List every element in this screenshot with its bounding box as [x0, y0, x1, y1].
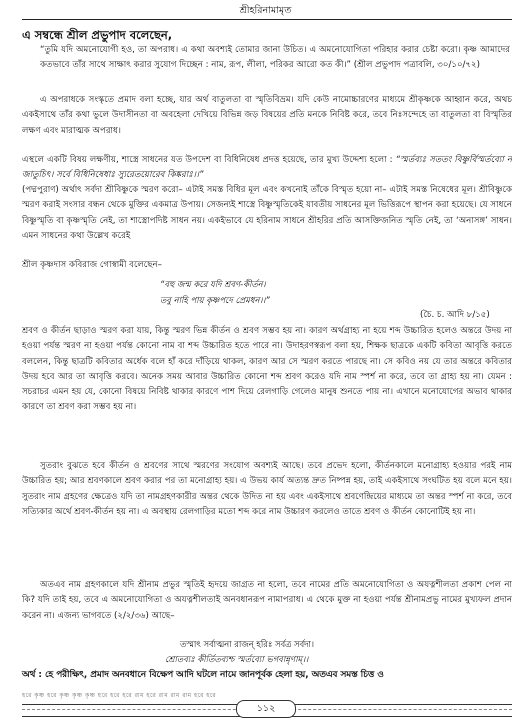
kaviraja-intro: শ্রীল কৃষ্ণদাস কবিরাজ গোস্বামী বলেছেন– [22, 260, 162, 270]
paragraph-sravana-kirtana: শ্রবণ ও কীর্তন ছাড়াও স্মরণ করা যায়, কিন্তু স্মরণ ভিন্ন কীর্তন ও শ্রবণ সম্ভব হয় না। কারণ অর্থগ্রাহ্য না হয়ে শব্দ উচ্চারিত হলেও অন্তরে উদয় না হওয়া পর্যন্ত স্মরণ না হওয়া পর্যন্ত কোনো নাম বা শব্দ উচ্চারিত হতে পারে না। উদাহরণস্বরূপ বলা হয়, শিক্ষক ছাত্রকে একটি কবিতা আবৃত্তি করতে বললেন, কিন্তু ছাত্রটি কবিতার অর্ধেক বলে হাঁ করে দাঁড়িয়ে থাকল, কারণ আর সে স্মরণ করতে পারছে না। সে কবিও নয় যে তার অন্তরে কবিতার উদয় হবে আর তা আবৃত্তি করবে। অনেক সময় আবার উচ্চারিত কোনো শব্দ শ্রবণ করেও যদি নাম স্পর্শ না করে, তবে তা গ্রাহ্য হয় না। যেমন : সচরাচর এমন হয় যে, কোনো বিষয়ে নিবিষ্ট থাকার কারণে পাশ দিয়ে রেলগাড়ি গেলেও মানুষ শুনতে পায় না। এখানে মনোযোগের অভাব থাকার কারণে তা শ্রবণ করা সম্ভব হয় না। [22, 326, 512, 413]
section-heading: এ সম্বন্ধে শ্রীল প্রভুপাদ বলেছেন, [22, 28, 173, 42]
padma-purana-verse: “স্মর্তব্যঃ সততং বিষ্ণুর্বিস্মর্তব্যো ন জাতুচিৎ। সর্বে বিধিনিষেধাঃ স্যুরেতয়োরেব কিঙ্করাঃ।।” [22, 155, 512, 181]
paragraph-smartavya [22, 153, 512, 183]
translation-line: অর্থ : হে পরীক্ষিৎ, প্রমাদ অনবধানে বিক্ষেপ আদি ঘটলে নামে জানপূর্বক হেলা হয়, অতএব সমস্ত চিত্ত ও [22, 670, 384, 680]
cc-verse-line-1: “বহু জন্ম করে যদি শ্রবণ-কীর্তন। [160, 279, 266, 289]
page-number: ১১২ [236, 700, 296, 718]
paragraph-smartavya-intro: এস্থলে একটি বিষয় লক্ষণীয়, শাস্ত্রে সাধনের যত উপদেশ বা বিধিনিষেধ প্রদত্ত হয়েছে, তার মুখ্য উদ্দেশ্য হলো : [22, 155, 393, 165]
paragraph-anavadhana: অতএব নাম গ্রহণকালে যদি শ্রীনাম প্রভুর স্মৃতিই হৃদয়ে জাগ্রত না হলো, তবে নামের প্রতি অমনোযোগিতা ও অযত্নশীলতা প্রকাশ পেল না কি? যদি তাই হয়, তবে এ অমনোযোগিতা ও অযত্নশীলতাই অনবধানরূপ নামাপরাধ। এ থেকে মুক্ত না হওয়া পর্যন্ত শ্রীনামপ্রভু নামের মুখ্যফল প্রদান করেন না। এজন্য ভাগবতে (২/২/৩৬) আছে– [22, 580, 512, 621]
paragraph-smarana-link: সুতরাং বুঝতে হবে কীর্তন ও শ্রবণের সাথে স্মরণের সংযোগ অবশ্যই আছে। তবে প্রভেদ হলো, কীর্তনকালে মনোগ্রাহ্য হওয়ার পরই নাম উচ্চারিত হয়; আর শ্রবণকালে শ্রবণ করার পর তা মনোগ্রাহ্য হয়। এ উভয় কার্য অত্যন্ত দ্রুত নিষ্পন্ন হয়, তাই একইসাথে সংঘটিত হয় বলে মনে হয়। সুতরাং নাম গ্রহণের ক্ষেত্রেও যদি তা নামগ্রহণকারীর অন্তর থেকে উদিত না হয় এবং একইসাথে শ্রবণেন্দ্রিয়ের মাধ্যমে তা অন্তর স্পর্শ না করে, তবে সত্যিকার অর্থে শ্রবণ-কীর্তন হয় না। এ অবস্থায় রেলগাড়ির মতো শব্দ করে নাম উচ্চারণ করলেও তাতে শ্রবণ ও কীর্তন কোনোটিই হয় না। [22, 461, 512, 517]
paragraph-vishnu-smriti: (পদ্মপুরাণ) অর্থাৎ সর্বদা শ্রীবিষ্ণুকে স্মরণ করো– এটাই সমস্ত বিধির মূল এবং কখনোই তাঁকে বিস্মৃত হয়ো না– এটাই সমস্ত নিষেধের মূল। শ্রীবিষ্ণুকে স্মরণ করাই সংসার বন্ধন থেকে মুক্তির একমাত্র উপায়। সেজন্যই শাস্ত্রে বিষ্ণুস্মৃতিকেই যাবতীয় সাধনের মূল ভিত্তিরূপে স্থাপন করা হয়েছে। যে সাধনে বিষ্ণুস্মৃতি বা কৃষ্ণস্মৃতি নেই, তা শাস্ত্রোপদিষ্ট সাধন নয়। একইভাবে যে হরিনাম সাধনে শ্রীহরির প্রতি আসক্তিজনিত স্মৃতি নেই, তা ‘অনাসঙ্গ’ সাধন। এমন সাধনের কথা উল্লেখ করেই [22, 185, 512, 241]
cc-verse-line-2: তবু নাহি পায় কৃষ্ণপদে প্রেমধন।।” [160, 295, 270, 305]
cc-verse-citation: (চৈ. চ. আদি ৮/১৫) [420, 310, 490, 320]
running-head: শ্রীহরিনামামৃত [239, 5, 292, 16]
header-rule [22, 19, 512, 20]
paragraph-pramada: এ অপরাধকে সংস্কৃতে প্রমাদ বলা হচ্ছে, যার অর্থ বাতুলতা বা স্মৃতিবিভ্রম। যদি কেউ নামোচ্চারণের মাধ্যমে শ্রীকৃষ্ণকে আহ্বান করে, অথচ একইসাথে তাঁর কথা ভুলে উদাসীনতা বা অবহেলা দেখিয়ে বিভিন্ন জড় বিষয়ের প্রতি মনকে নিবিষ্ট করে, তবে নিঃসন্দেহে তা বাতুলতা বা বিস্মৃতির লক্ষণ এবং মারাত্মক অপরাধ। [22, 95, 512, 136]
bhagavatam-sloka-line-1: তস্মাৎ সর্বাত্মনা রাজন্ হরিঃ সর্বত্র সর্বদা। [180, 639, 314, 649]
prabhupada-quote: “তুমি যদি অমনোযোগী হও, তা অপরাধ। এ কথা অবশ্যই তোমার জানা উচিত। এ অমনোযোগিতা পরিহার করার চেষ্টা করো। কৃষ্ণ আমাদের কতভাবে তাঁর সাথে সাক্ষাৎ করার সুযোগ দিচ্ছেন : নাম, রূপ, লীলা, পরিকর আরো কত কী।” (শ্রীল প্রভুপাদ পত্রাবলি, ৩০/১০/৭২) [40, 45, 510, 71]
bhagavatam-sloka-line-2: শ্রোতব্যঃ কীর্তিতব্যশ্চ স্মর্তব্যো ভগবান্নৃণাম্।। [165, 654, 309, 664]
japa-border-text: হরে কৃষ্ণ হরে কৃষ্ণ কৃষ্ণ কৃষ্ণ হরে হরে হরে রাম হরে রাম রাম রাম হরে হরে [22, 692, 217, 699]
